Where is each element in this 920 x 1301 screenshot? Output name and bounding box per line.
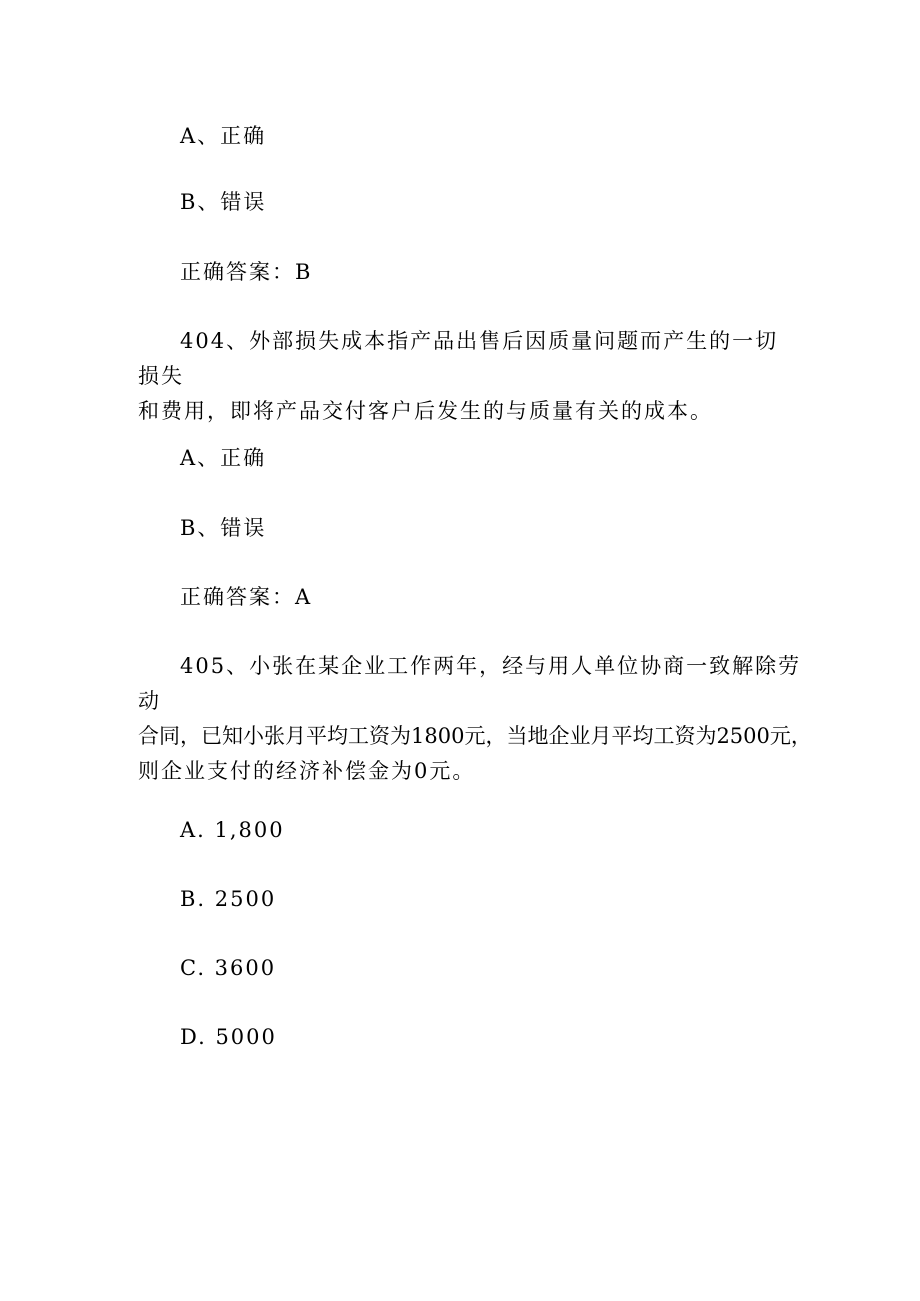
q405-option-d: D. 5000: [180, 1025, 277, 1049]
q404-option-a: A、正确: [180, 446, 267, 470]
q404-question: [138, 324, 798, 429]
q405-line-2: 合同，已知小张月平均工资为1800元，当地企业月平均工资为2500元，: [138, 724, 812, 748]
q405-option-a: A. 1,800: [180, 818, 285, 842]
q403-option-b: B、错误: [180, 190, 267, 214]
q404-answer: 正确答案：A: [180, 585, 313, 609]
q403-option-a: A、正确: [180, 124, 267, 148]
q405-line-3: 则企业支付的经济补偿金为0元。: [138, 759, 476, 783]
q405-option-c: C. 3600: [180, 956, 277, 980]
q405-question: [138, 649, 818, 789]
q405-option-b: B. 2500: [180, 887, 277, 911]
q405-line-1: 405、小张在某企业工作两年，经与用人单位协商一致解除劳动: [138, 654, 802, 713]
q404-option-b: B、错误: [180, 516, 267, 540]
q404-line-2: 和费用，即将产品交付客户后发生的与质量有关的成本。: [138, 399, 713, 423]
q403-answer: 正确答案：B: [180, 260, 313, 284]
q404-line-1: 404、外部损失成本指产品出售后因质量问题而产生的一切损失: [138, 329, 779, 388]
